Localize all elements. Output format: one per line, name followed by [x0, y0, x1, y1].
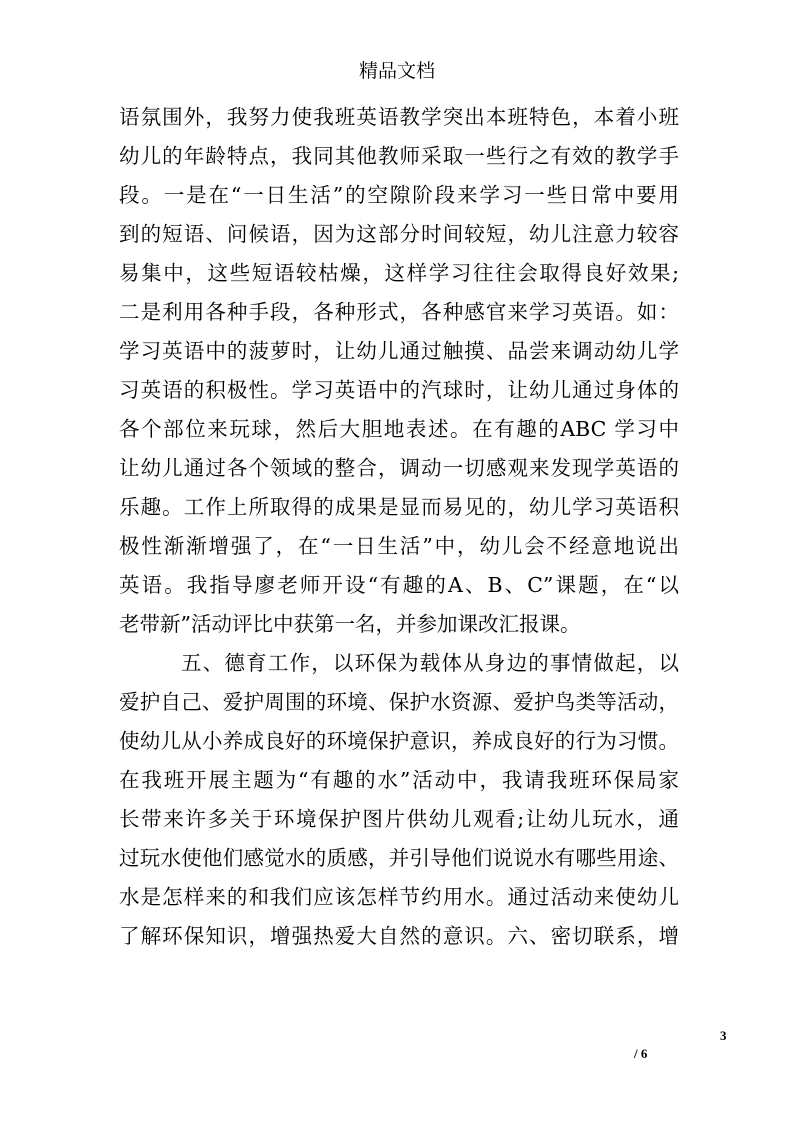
text-line: 在我班开展主题为“有趣的水”活动中，我请我班环保局家: [119, 768, 679, 792]
page-header: 精品文档: [358, 60, 435, 82]
text-line: 英语。我指导廖老师开设“有趣的A、B、C”课题，在“以: [119, 573, 679, 597]
text-line: 爱护自己、爱护周围的环境、保护水资源、爱护鸟类等活动，: [119, 690, 679, 714]
text-line: 水是怎样来的和我们应该怎样节约用水。通过活动来使幼儿: [119, 885, 679, 909]
text-line: 乐趣。工作上所取得的成果是显而易见的，幼儿学习英语积: [119, 495, 679, 519]
text-line: 极性渐渐增强了，在“一日生活”中，幼儿会不经意地说出: [119, 534, 679, 558]
text-line: 学习英语中的菠萝时，让幼儿通过触摸、品尝来调动幼儿学: [119, 339, 679, 363]
page-total: / 6: [634, 1046, 648, 1061]
text-line: 语氛围外，我努力使我班英语教学突出本班特色，本着小班: [119, 105, 679, 129]
text-line: 段。一是在“一日生活”的空隙阶段来学习一些日常中要用: [119, 183, 679, 207]
text-line: 到的短语、问候语，因为这部分时间较短，幼儿注意力较容: [119, 222, 679, 246]
text-line: 习英语的积极性。学习英语中的汽球时，让幼儿通过身体的: [119, 378, 679, 402]
document-body: [119, 98, 679, 956]
text-line: 老带新”活动评比中获第一名，并参加课改汇报课。: [119, 612, 581, 636]
text-line: 让幼儿通过各个领域的整合，调动一切感观来发现学英语的: [119, 456, 679, 480]
text-line: 了解环保知识，增强热爱大自然的意识。六、密切联系，增: [119, 924, 679, 948]
text-line: 各个部位来玩球，然后大胆地表述。在有趣的ABC 学习中: [119, 417, 679, 441]
text-line: 幼儿的年龄特点，我同其他教师采取一些行之有效的教学手: [119, 144, 679, 168]
paragraph-2: [119, 644, 679, 956]
text-line: 易集中，这些短语较枯燥，这样学习往往会取得良好效果;: [119, 261, 679, 285]
page-number: 3: [720, 1028, 727, 1043]
paragraph-1: [119, 98, 679, 644]
text-line: 二是利用各种手段，各种形式，各种感官来学习英语。如：: [119, 300, 679, 324]
text-line: 长带来许多关于环境保护图片供幼儿观看;让幼儿玩水，通: [119, 807, 679, 831]
text-line: 使幼儿从小养成良好的环境保护意识，养成良好的行为习惯。: [119, 729, 679, 753]
text-line: 过玩水使他们感觉水的质感，并引导他们说说水有哪些用途、: [119, 846, 679, 870]
text-line: 五、德育工作，以环保为载体从身边的事情做起，以: [181, 651, 679, 675]
